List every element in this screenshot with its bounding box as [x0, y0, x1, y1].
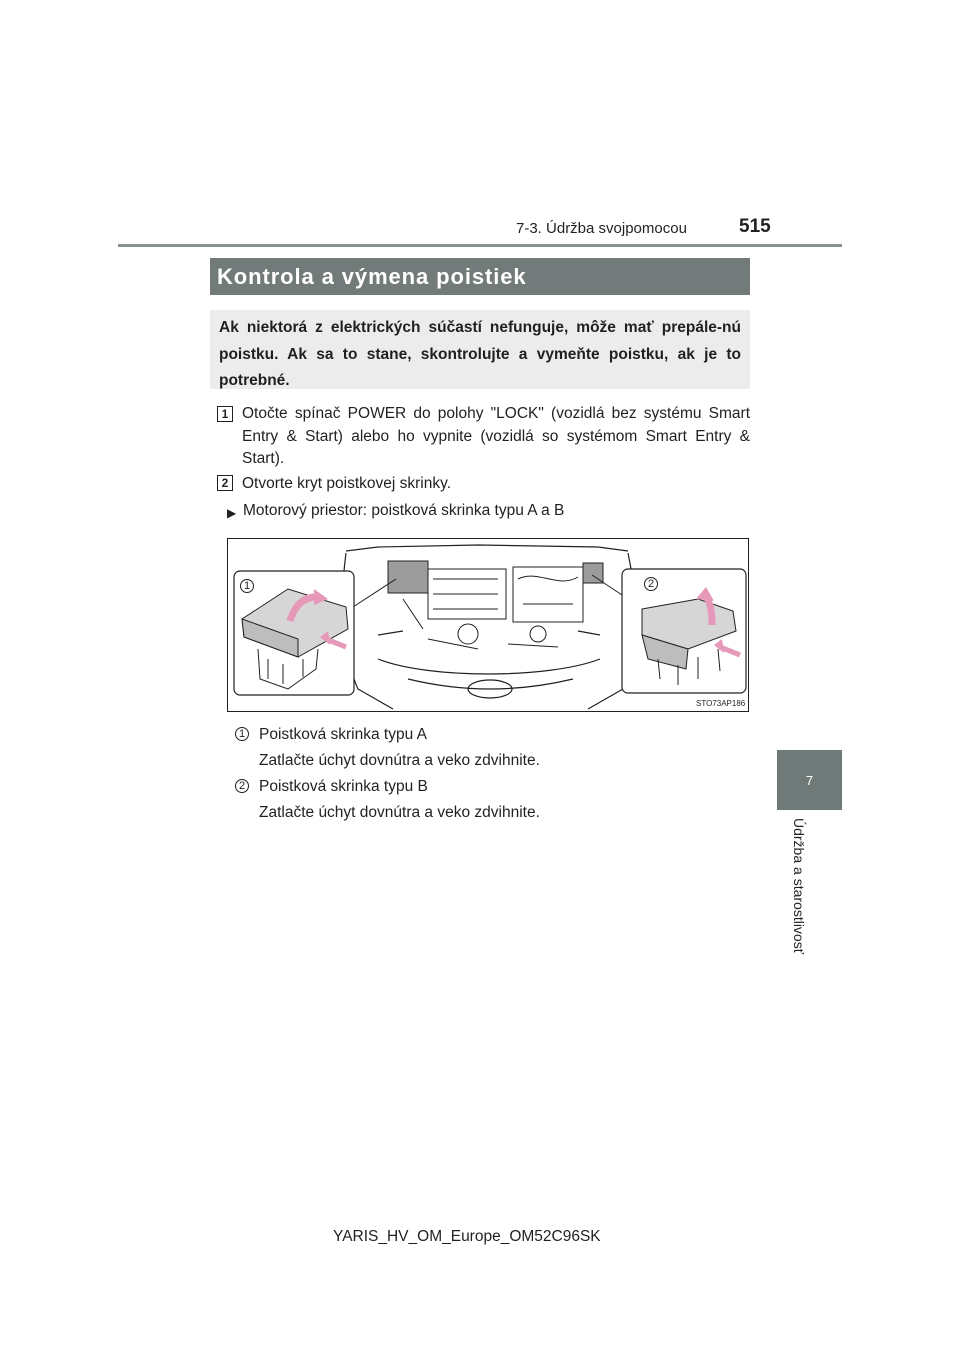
figure-code: STO73AP186 — [696, 699, 746, 708]
callout-1: 1 — [240, 579, 254, 593]
legend-2-title: Poistková skrinka typu B — [259, 778, 428, 795]
chapter-title-vertical — [758, 818, 838, 968]
legend-number-1: 1 — [235, 727, 249, 741]
header-rule — [118, 244, 842, 247]
legend-1-desc: Zatlačte úchyt dovnútra a veko zdvihnite. — [259, 752, 540, 769]
callout-2: 2 — [644, 577, 658, 591]
chapter-title: Údržba a starostlivosť — [791, 818, 807, 954]
engine-fuse-box-illustration — [227, 538, 749, 712]
page-number: 515 — [739, 216, 771, 237]
step-1-text: Otočte spínač POWER do polohy "LOCK" (vozidlá bez systému Smart Entry & Start) alebo ho vypnite (vozidlá so systémom Smart Entry & Start). — [242, 405, 750, 467]
step-number-1: 1 — [217, 406, 233, 422]
legend-number-2: 2 — [235, 779, 249, 793]
step-number-2: 2 — [217, 475, 233, 491]
legend-2-desc: Zatlačte úchyt dovnútra a veko zdvihnite. — [259, 804, 540, 821]
chapter-tab — [777, 750, 842, 810]
page-title: Kontrola a výmena poistiek — [210, 258, 750, 295]
legend-1-title: Poistková skrinka typu A — [259, 726, 427, 743]
footer-code: YARIS_HV_OM_Europe_OM52C96SK — [333, 1228, 601, 1245]
bullet-arrow-icon: ▶ — [227, 506, 237, 520]
section-header: 7-3. Údržba svojpomocou — [516, 220, 687, 237]
engine-bay-drawing — [228, 539, 749, 712]
intro-box: Ak niektorá z elektrických súčastí nefunguje, môže mať prepále-nú poistku. Ak sa to stane, skontrolujte a vymeňte poistku, ak je to potrebné. — [210, 310, 750, 389]
bullet-text: Motorový priestor: poistková skrinka typu A a B — [243, 502, 565, 519]
chapter-number: 7 — [805, 772, 814, 788]
step-2-text: Otvorte kryt poistkovej skrinky. — [242, 475, 452, 492]
